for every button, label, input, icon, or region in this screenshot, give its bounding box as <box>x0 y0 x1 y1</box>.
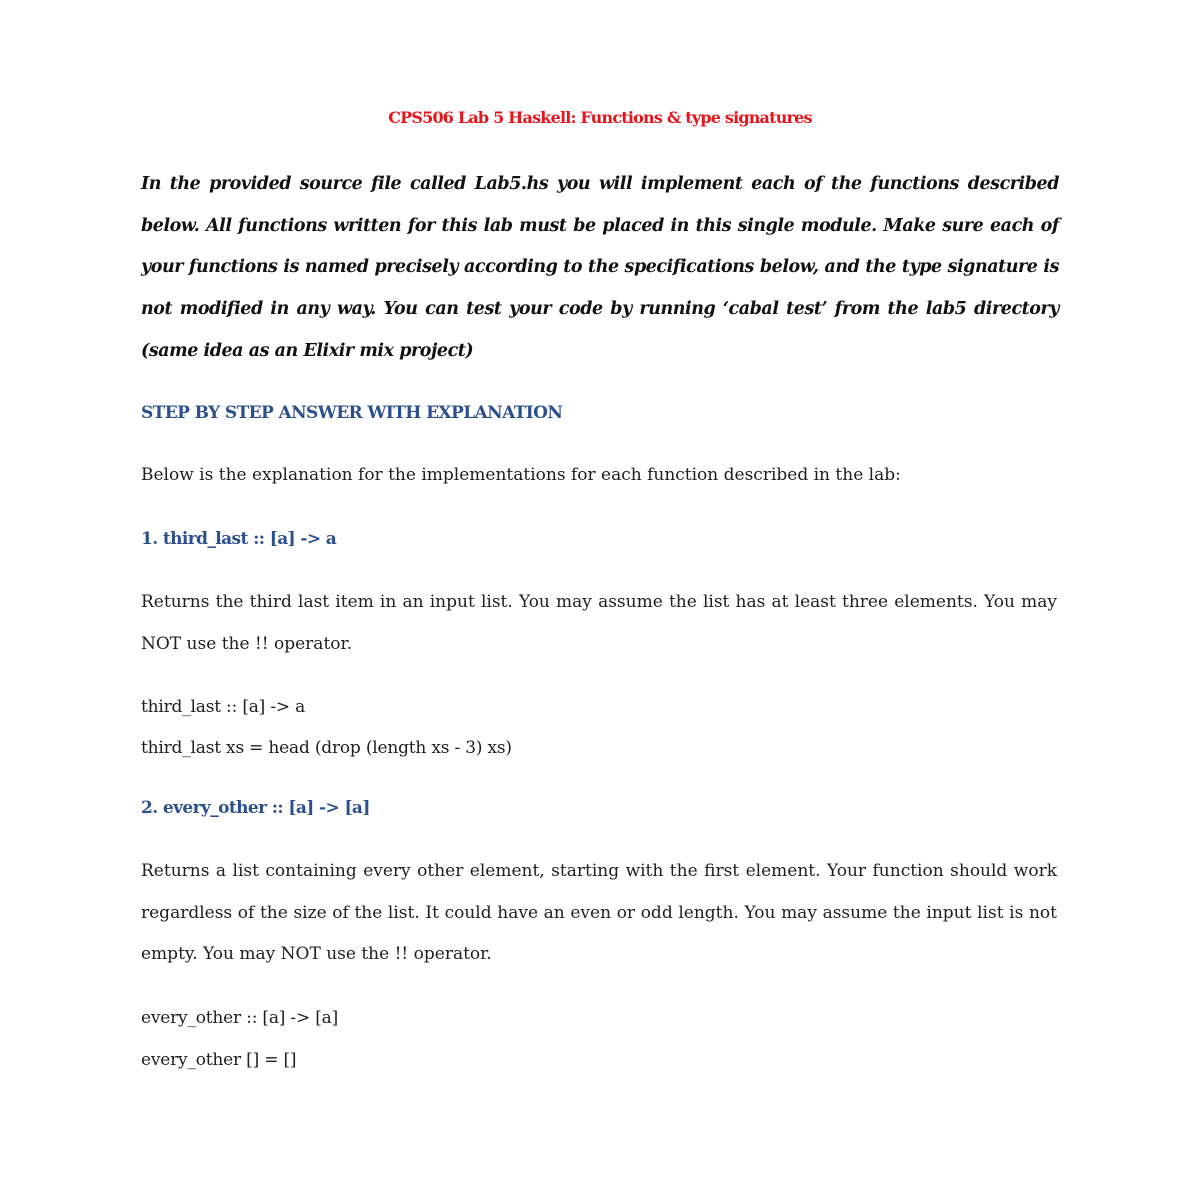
code-line: every_other :: [a] -> [a] <box>141 1008 339 1028</box>
section-description-every-other: Returns a list containing every other element, starting with the first element. Your function should work regardless of the size of the list. It could have an even or odd length. You may assume the input list is not empty. You may NOT use the !! operator. <box>141 861 1057 964</box>
section-heading-third-last: 1. third_last :: [a] -> a <box>141 529 337 549</box>
section-heading-every-other: 2. every_other :: [a] -> [a] <box>141 798 370 818</box>
code-line: third_last xs = head (drop (length xs - 3) xs) <box>141 738 512 758</box>
explanation-intro: Below is the explanation for the implementations for each function described in the lab: <box>141 465 901 485</box>
document-title: CPS506 Lab 5 Haskell: Functions & type signatures <box>388 108 812 127</box>
section-description-third-last: Returns the third last item in an input list. You may assume the list has at least three elements. You may NOT use the !! operator. <box>141 592 1057 654</box>
answer-heading: STEP BY STEP ANSWER WITH EXPLANATION <box>141 403 563 423</box>
code-line: every_other [] = [] <box>141 1050 297 1070</box>
lab-instructions: In the provided source file called Lab5.hs you will implement each of the functions described below. All functions written for this lab must be placed in this single module. Make sure each of your functions is named precisely according to the specifications below, and the type signature is not modified in any way. You can test your code by running ‘cabal test’ from the lab5 directory (same idea as an Elixir mix project) <box>141 174 1059 361</box>
code-line: third_last :: [a] -> a <box>141 697 306 717</box>
